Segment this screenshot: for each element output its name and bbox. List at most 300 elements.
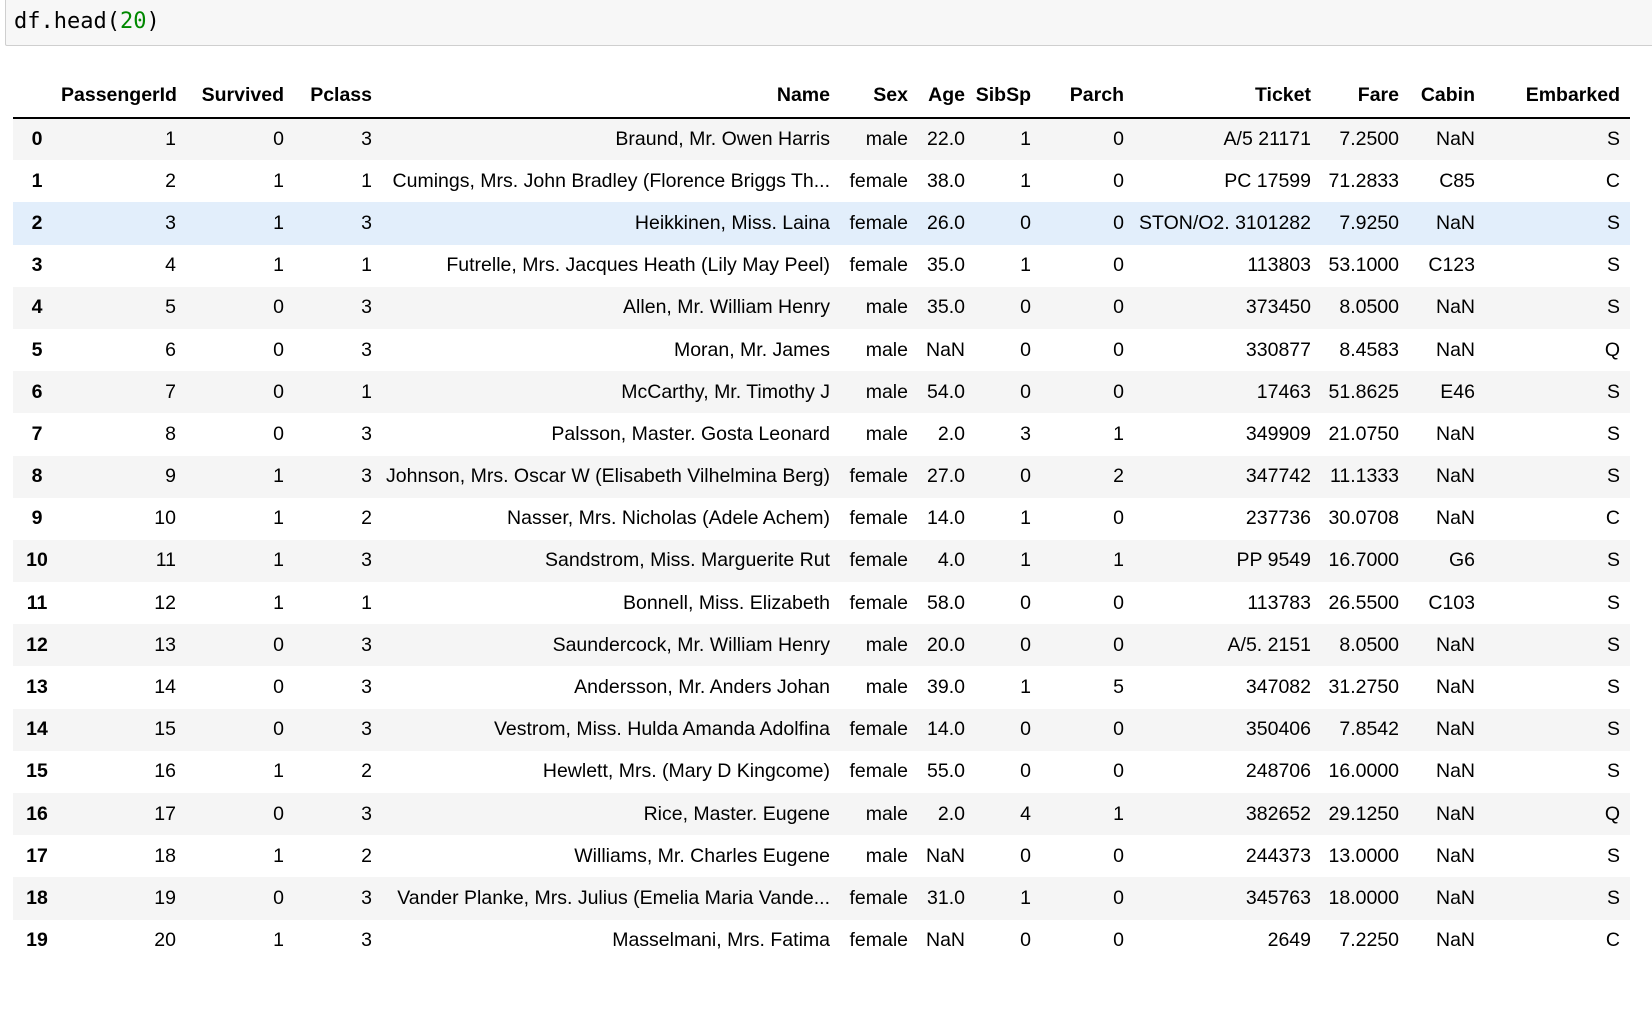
sibsp-cell: 0 — [1020, 465, 1031, 488]
cabin-cell: NaN — [1435, 760, 1475, 783]
name-cell: Andersson, Mr. Anders Johan — [574, 676, 830, 699]
row-index: 6 — [31, 380, 43, 403]
pclass-cell: 2 — [361, 507, 372, 530]
row-index: 0 — [31, 128, 43, 151]
fare-cell: 16.0000 — [1328, 760, 1399, 783]
sex-cell: male — [865, 128, 908, 151]
age-cell: 14.0 — [927, 718, 965, 741]
code-text: df.head( — [14, 9, 120, 34]
dataframe-table — [13, 74, 1630, 962]
age-cell: NaN — [925, 338, 965, 361]
embarked-cell: S — [1606, 718, 1620, 741]
cabin-cell: NaN — [1435, 633, 1475, 656]
cabin-cell: G6 — [1448, 549, 1475, 572]
cabin-cell: NaN — [1435, 507, 1475, 530]
sex-cell: male — [865, 296, 908, 319]
pclass-cell: 3 — [361, 633, 372, 656]
row-index: 1 — [31, 169, 43, 192]
table-row — [13, 540, 1630, 582]
fare-cell: 71.2833 — [1328, 169, 1399, 192]
sex-cell: female — [849, 718, 908, 741]
sex-cell: female — [849, 254, 908, 277]
name-cell: Heikkinen, Miss. Laina — [634, 211, 830, 234]
sibsp-cell: 0 — [1020, 338, 1031, 361]
row-index: 15 — [26, 760, 48, 783]
fare-cell: 8.0500 — [1339, 296, 1399, 319]
embarked-cell: S — [1606, 886, 1620, 909]
passengerid-cell: 15 — [154, 718, 176, 741]
survived-cell: 1 — [273, 169, 284, 192]
table-row — [13, 202, 1630, 244]
sex-cell: male — [865, 633, 908, 656]
table-row — [13, 793, 1630, 835]
sibsp-cell: 3 — [1020, 422, 1031, 445]
cabin-cell: NaN — [1435, 338, 1475, 361]
survived-cell: 0 — [273, 422, 284, 445]
ticket-cell: 237736 — [1245, 507, 1311, 530]
ticket-cell: 248706 — [1245, 760, 1311, 783]
pclass-cell: 1 — [361, 591, 372, 614]
passengerid-cell: 20 — [154, 929, 176, 952]
ticket-cell: PC 17599 — [1224, 169, 1311, 192]
row-index: 4 — [31, 296, 43, 319]
name-cell: Sandstrom, Miss. Marguerite Rut — [544, 549, 830, 572]
pclass-cell: 2 — [361, 760, 372, 783]
row-index: 11 — [26, 591, 48, 614]
name-cell: Saundercock, Mr. William Henry — [552, 633, 830, 656]
embarked-cell: C — [1605, 169, 1620, 192]
cabin-cell: NaN — [1435, 718, 1475, 741]
ticket-cell: A/5. 2151 — [1227, 633, 1311, 656]
table-row — [13, 456, 1630, 498]
row-index: 2 — [31, 211, 43, 234]
pclass-cell: 1 — [361, 169, 372, 192]
row-index: 10 — [26, 549, 48, 572]
parch-cell: 2 — [1113, 465, 1124, 488]
fare-cell: 31.2750 — [1328, 676, 1399, 699]
pclass-cell: 3 — [361, 718, 372, 741]
name-cell: Futrelle, Mrs. Jacques Heath (Lily May Peel) — [446, 254, 830, 277]
passengerid-cell: 18 — [154, 844, 176, 867]
sex-cell: male — [865, 844, 908, 867]
ticket-cell: 244373 — [1245, 844, 1311, 867]
table-row — [13, 287, 1630, 329]
column-header-sex: Sex — [840, 74, 918, 118]
sibsp-cell: 1 — [1020, 507, 1031, 530]
sibsp-cell: 0 — [1020, 296, 1031, 319]
sex-cell: female — [849, 211, 908, 234]
passengerid-cell: 11 — [155, 549, 176, 572]
passengerid-cell: 19 — [154, 886, 176, 909]
survived-cell: 1 — [273, 591, 284, 614]
sibsp-cell: 0 — [1020, 844, 1031, 867]
ticket-cell: 345763 — [1245, 886, 1311, 909]
pclass-cell: 3 — [361, 296, 372, 319]
cabin-cell: NaN — [1435, 465, 1475, 488]
table-row — [13, 835, 1630, 877]
survived-cell: 0 — [273, 886, 284, 909]
sibsp-cell: 0 — [1020, 380, 1031, 403]
row-index: 9 — [31, 507, 43, 530]
pclass-cell: 3 — [361, 465, 372, 488]
age-cell: 26.0 — [927, 211, 965, 234]
row-index: 13 — [26, 676, 48, 699]
cabin-cell: NaN — [1435, 422, 1475, 445]
sibsp-cell: 0 — [1020, 633, 1031, 656]
name-cell: Allen, Mr. William Henry — [623, 296, 830, 319]
cabin-cell: NaN — [1435, 128, 1475, 151]
age-cell: 14.0 — [927, 507, 965, 530]
ticket-cell: A/5 21171 — [1223, 128, 1311, 151]
passengerid-cell: 4 — [165, 254, 176, 277]
survived-cell: 0 — [273, 380, 284, 403]
pclass-cell: 3 — [361, 211, 372, 234]
fare-cell: 8.4583 — [1339, 338, 1399, 361]
parch-cell: 1 — [1113, 802, 1124, 825]
cell-output — [13, 74, 1630, 962]
table-row — [13, 371, 1630, 413]
survived-cell: 0 — [273, 128, 284, 151]
table-row — [13, 709, 1630, 751]
row-index: 12 — [26, 633, 48, 656]
sibsp-cell: 0 — [1020, 591, 1031, 614]
age-cell: 38.0 — [927, 169, 965, 192]
table-row — [13, 624, 1630, 666]
embarked-cell: C — [1605, 929, 1620, 952]
parch-cell: 0 — [1113, 633, 1124, 656]
row-index: 17 — [26, 844, 48, 867]
parch-cell: 0 — [1113, 128, 1124, 151]
sex-cell: female — [849, 465, 908, 488]
embarked-cell: S — [1606, 676, 1620, 699]
name-cell: McCarthy, Mr. Timothy J — [621, 380, 830, 403]
sex-cell: female — [849, 886, 908, 909]
survived-cell: 0 — [273, 718, 284, 741]
fare-cell: 21.0750 — [1328, 422, 1399, 445]
column-header-ticket: Ticket — [1134, 74, 1321, 118]
ticket-cell: STON/O2. 3101282 — [1139, 211, 1311, 234]
table-row — [13, 329, 1630, 371]
survived-cell: 1 — [273, 254, 284, 277]
pclass-cell: 3 — [361, 886, 372, 909]
index-header — [13, 74, 61, 118]
name-cell: Vestrom, Miss. Hulda Amanda Adolfina — [493, 718, 830, 741]
sibsp-cell: 1 — [1020, 886, 1031, 909]
survived-cell: 0 — [273, 338, 284, 361]
parch-cell: 0 — [1113, 211, 1124, 234]
age-cell: 2.0 — [937, 802, 965, 825]
ticket-cell: 2649 — [1267, 929, 1311, 952]
fare-cell: 30.0708 — [1328, 507, 1399, 530]
column-header-parch: Parch — [1041, 74, 1134, 118]
header-row — [13, 74, 1630, 118]
row-index: 5 — [31, 338, 43, 361]
row-index: 7 — [31, 422, 43, 445]
parch-cell: 0 — [1113, 254, 1124, 277]
ticket-cell: 330877 — [1245, 338, 1311, 361]
parch-cell: 0 — [1113, 507, 1124, 530]
parch-cell: 1 — [1113, 422, 1124, 445]
sibsp-cell: 0 — [1020, 760, 1031, 783]
name-cell: Rice, Master. Eugene — [643, 802, 830, 825]
fare-cell: 7.2250 — [1339, 929, 1399, 952]
passengerid-cell: 5 — [165, 296, 176, 319]
embarked-cell: S — [1606, 760, 1620, 783]
embarked-cell: S — [1606, 128, 1620, 151]
survived-cell: 0 — [273, 676, 284, 699]
sibsp-cell: 1 — [1020, 169, 1031, 192]
ticket-cell: 350406 — [1245, 718, 1311, 741]
ticket-cell: 347742 — [1245, 465, 1311, 488]
fare-cell: 18.0000 — [1328, 886, 1399, 909]
parch-cell: 1 — [1113, 549, 1124, 572]
cabin-cell: C103 — [1428, 591, 1475, 614]
ticket-cell: 17463 — [1256, 380, 1311, 403]
survived-cell: 1 — [273, 507, 284, 530]
age-cell: 31.0 — [927, 886, 965, 909]
fare-cell: 11.1333 — [1329, 465, 1399, 488]
embarked-cell: S — [1606, 211, 1620, 234]
column-header-name: Name — [382, 74, 840, 118]
fare-cell: 7.8542 — [1339, 718, 1399, 741]
row-index: 19 — [26, 929, 48, 952]
age-cell: 27.0 — [927, 465, 965, 488]
parch-cell: 0 — [1113, 296, 1124, 319]
age-cell: 22.0 — [927, 128, 965, 151]
survived-cell: 0 — [273, 633, 284, 656]
passengerid-cell: 17 — [154, 802, 176, 825]
embarked-cell: S — [1606, 254, 1620, 277]
sibsp-cell: 1 — [1020, 128, 1031, 151]
passengerid-cell: 3 — [165, 211, 176, 234]
parch-cell: 0 — [1113, 760, 1124, 783]
embarked-cell: S — [1606, 633, 1620, 656]
column-header-survived: Survived — [186, 74, 294, 118]
passengerid-cell: 13 — [154, 633, 176, 656]
age-cell: 4.0 — [937, 549, 965, 572]
pclass-cell: 2 — [361, 844, 372, 867]
embarked-cell: S — [1606, 591, 1620, 614]
table-row — [13, 666, 1630, 708]
embarked-cell: Q — [1604, 802, 1620, 825]
sex-cell: male — [865, 676, 908, 699]
fare-cell: 29.1250 — [1328, 802, 1399, 825]
embarked-cell: S — [1606, 465, 1620, 488]
row-index: 18 — [26, 886, 48, 909]
passengerid-cell: 16 — [154, 760, 176, 783]
column-header-embarked: Embarked — [1485, 74, 1630, 118]
sibsp-cell: 0 — [1020, 718, 1031, 741]
fare-cell: 13.0000 — [1328, 844, 1399, 867]
parch-cell: 0 — [1113, 380, 1124, 403]
pclass-cell: 1 — [361, 254, 372, 277]
row-index: 3 — [31, 254, 43, 277]
table-row — [13, 498, 1630, 540]
parch-cell: 0 — [1113, 591, 1124, 614]
code-input-cell[interactable] — [5, 0, 1652, 46]
sex-cell: male — [865, 422, 908, 445]
cabin-cell: NaN — [1435, 929, 1475, 952]
code-number: 20 — [119, 9, 147, 34]
table-row — [13, 245, 1630, 287]
age-cell: 20.0 — [927, 633, 965, 656]
passengerid-cell: 7 — [165, 380, 176, 403]
pclass-cell: 3 — [361, 676, 372, 699]
embarked-cell: S — [1606, 422, 1620, 445]
age-cell: 58.0 — [927, 591, 965, 614]
sibsp-cell: 4 — [1020, 802, 1031, 825]
name-cell: Nasser, Mrs. Nicholas (Adele Achem) — [507, 507, 830, 530]
survived-cell: 1 — [273, 760, 284, 783]
table-row — [13, 118, 1630, 160]
column-header-age: Age — [918, 74, 975, 118]
survived-cell: 0 — [273, 296, 284, 319]
sex-cell: female — [849, 169, 908, 192]
sex-cell: female — [849, 929, 908, 952]
table-row — [13, 877, 1630, 919]
parch-cell: 5 — [1113, 676, 1124, 699]
sex-cell: male — [865, 380, 908, 403]
row-index: 14 — [26, 718, 48, 741]
survived-cell: 1 — [273, 844, 284, 867]
name-cell: Johnson, Mrs. Oscar W (Elisabeth Vilhelmina Berg) — [386, 465, 830, 488]
age-cell: NaN — [925, 844, 965, 867]
parch-cell: 0 — [1113, 169, 1124, 192]
parch-cell: 0 — [1113, 929, 1124, 952]
name-cell: Bonnell, Miss. Elizabeth — [622, 591, 830, 614]
survived-cell: 0 — [273, 802, 284, 825]
pclass-cell: 3 — [361, 802, 372, 825]
parch-cell: 0 — [1113, 338, 1124, 361]
cabin-cell: NaN — [1435, 296, 1475, 319]
name-cell: Cumings, Mrs. John Bradley (Florence Briggs Th... — [392, 169, 830, 192]
age-cell: 35.0 — [927, 296, 965, 319]
pclass-cell: 1 — [361, 380, 372, 403]
pclass-cell: 3 — [361, 338, 372, 361]
passengerid-cell: 12 — [154, 591, 176, 614]
name-cell: Hewlett, Mrs. (Mary D Kingcome) — [542, 760, 830, 783]
age-cell: 39.0 — [927, 676, 965, 699]
table-row — [13, 751, 1630, 793]
column-header-passengerid: PassengerId — [61, 74, 186, 118]
embarked-cell: Q — [1604, 338, 1620, 361]
passengerid-cell: 10 — [154, 507, 176, 530]
embarked-cell: S — [1606, 296, 1620, 319]
passengerid-cell: 14 — [154, 676, 176, 699]
cabin-cell: C85 — [1439, 169, 1475, 192]
sibsp-cell: 0 — [1020, 211, 1031, 234]
embarked-cell: C — [1605, 507, 1620, 530]
name-cell: Palsson, Master. Gosta Leonard — [551, 422, 830, 445]
sex-cell: female — [849, 760, 908, 783]
survived-cell: 1 — [273, 929, 284, 952]
fare-cell: 7.2500 — [1339, 128, 1399, 151]
code-line — [14, 8, 160, 36]
parch-cell: 0 — [1113, 844, 1124, 867]
ticket-cell: 349909 — [1245, 422, 1311, 445]
row-index: 8 — [31, 465, 43, 488]
table-row — [13, 920, 1630, 962]
name-cell: Vander Planke, Mrs. Julius (Emelia Maria Vande... — [397, 886, 830, 909]
pclass-cell: 3 — [361, 422, 372, 445]
age-cell: 35.0 — [927, 254, 965, 277]
sex-cell: female — [849, 507, 908, 530]
ticket-cell: 382652 — [1245, 802, 1311, 825]
name-cell: Moran, Mr. James — [673, 338, 830, 361]
row-index: 16 — [26, 802, 48, 825]
sex-cell: female — [849, 591, 908, 614]
ticket-cell: 113803 — [1247, 254, 1311, 277]
sibsp-cell: 1 — [1020, 549, 1031, 572]
name-cell: Braund, Mr. Owen Harris — [615, 128, 830, 151]
pclass-cell: 3 — [361, 128, 372, 151]
fare-cell: 16.7000 — [1328, 549, 1399, 572]
cabin-cell: NaN — [1435, 211, 1475, 234]
cabin-cell: NaN — [1435, 886, 1475, 909]
table-row — [13, 160, 1630, 202]
cabin-cell: NaN — [1435, 844, 1475, 867]
table-body — [13, 118, 1630, 962]
ticket-cell: PP 9549 — [1236, 549, 1311, 572]
table-row — [13, 582, 1630, 624]
column-header-sibsp: SibSp — [975, 74, 1041, 118]
name-cell: Masselmani, Mrs. Fatima — [612, 929, 830, 952]
ticket-cell: 113783 — [1247, 591, 1311, 614]
age-cell: 2.0 — [937, 422, 965, 445]
passengerid-cell: 9 — [165, 465, 176, 488]
fare-cell: 8.0500 — [1339, 633, 1399, 656]
age-cell: 55.0 — [927, 760, 965, 783]
fare-cell: 51.8625 — [1328, 380, 1399, 403]
passengerid-cell: 2 — [165, 169, 176, 192]
fare-cell: 53.1000 — [1328, 254, 1399, 277]
sibsp-cell: 1 — [1020, 676, 1031, 699]
embarked-cell: S — [1606, 380, 1620, 403]
parch-cell: 0 — [1113, 718, 1124, 741]
table-header — [13, 74, 1630, 118]
ticket-cell: 373450 — [1245, 296, 1311, 319]
sibsp-cell: 1 — [1020, 254, 1031, 277]
fare-cell: 7.9250 — [1339, 211, 1399, 234]
column-header-cabin: Cabin — [1409, 74, 1485, 118]
table-row — [13, 413, 1630, 455]
cabin-cell: C123 — [1428, 254, 1475, 277]
parch-cell: 0 — [1113, 886, 1124, 909]
pclass-cell: 3 — [361, 929, 372, 952]
sibsp-cell: 0 — [1020, 929, 1031, 952]
column-header-fare: Fare — [1321, 74, 1409, 118]
passengerid-cell: 6 — [165, 338, 176, 361]
survived-cell: 1 — [273, 465, 284, 488]
cabin-cell: NaN — [1435, 676, 1475, 699]
sex-cell: female — [849, 549, 908, 572]
pclass-cell: 3 — [361, 549, 372, 572]
age-cell: 54.0 — [927, 380, 965, 403]
survived-cell: 1 — [273, 549, 284, 572]
embarked-cell: S — [1606, 549, 1620, 572]
embarked-cell: S — [1606, 844, 1620, 867]
passengerid-cell: 1 — [165, 128, 176, 151]
fare-cell: 26.5500 — [1328, 591, 1399, 614]
passengerid-cell: 8 — [165, 422, 176, 445]
cabin-cell: NaN — [1435, 802, 1475, 825]
code-text-suffix: ) — [146, 9, 160, 34]
sex-cell: male — [865, 802, 908, 825]
ticket-cell: 347082 — [1245, 676, 1311, 699]
column-header-pclass: Pclass — [294, 74, 382, 118]
sex-cell: male — [865, 338, 908, 361]
survived-cell: 1 — [273, 211, 284, 234]
